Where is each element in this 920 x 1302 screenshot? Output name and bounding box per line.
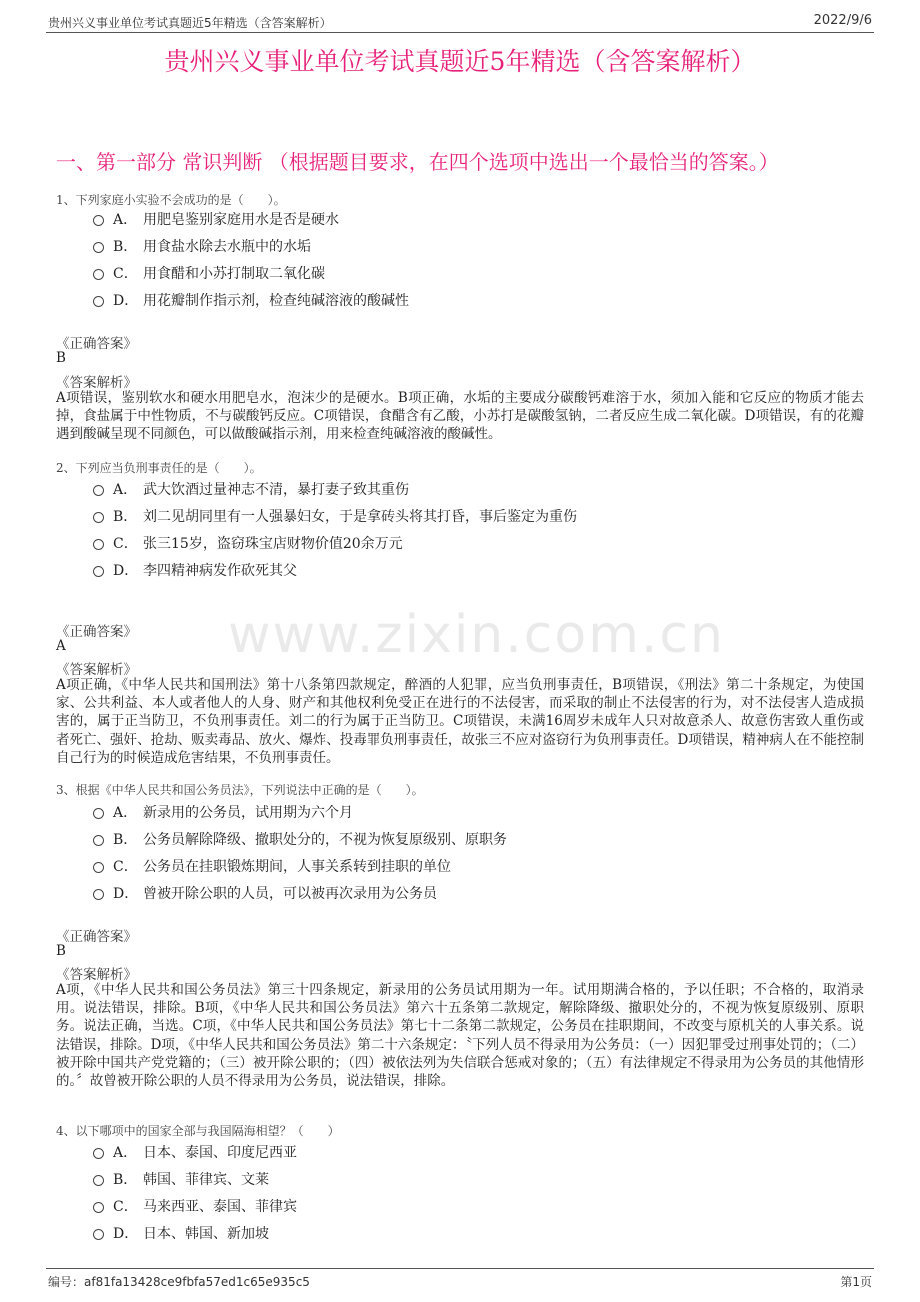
option-a[interactable]: A． 用肥皂鉴别家庭用水是否是硬水 xyxy=(93,209,339,229)
radio-icon[interactable] xyxy=(93,808,104,819)
radio-icon[interactable] xyxy=(93,296,104,307)
option-d[interactable]: D． 用花瓣制作指示剂，检查纯碱溶液的酸碱性 xyxy=(93,290,409,310)
radio-icon[interactable] xyxy=(93,539,104,550)
document-id: 编号：af81fa13428ce9fbfa57ed1c65e935c5 xyxy=(48,1275,310,1289)
option-a[interactable]: A． 武大饮酒过量神志不清，暴打妻子致其重伤 xyxy=(93,479,409,499)
explanation-text: A项错误，鉴别软水和硬水用肥皂水，泡沫少的是硬水。B项正确，水垢的主要成分碳酸钙难溶于水，须加入能和它反应的物质才能去掉，食盐属于中性物质，不与碳酸钙反应。C项错误，食醋含有乙酸，小苏打是碳酸氢钠，二者反应生成二氧化碳。D项错误，有的花瓣遇到酸碱呈现不同颜色，可以做酸碱指示剂，用来检查纯碱溶液的酸碱性。 xyxy=(56,390,864,443)
question-stem: 1、下列家庭小实验不会成功的是（ ）。 xyxy=(56,193,286,207)
radio-icon[interactable] xyxy=(93,566,104,577)
document-title: 贵州兴义事业单位考试真题近5年精选（含答案解析） xyxy=(164,47,756,76)
correct-answer-label: 《正确答案》 xyxy=(56,929,137,945)
radio-icon[interactable] xyxy=(93,889,104,900)
explanation-label: 《答案解析》 xyxy=(56,375,137,391)
page-number: 第1页 xyxy=(840,1275,872,1289)
radio-icon[interactable] xyxy=(93,242,104,253)
radio-icon[interactable] xyxy=(93,835,104,846)
question-stem: 2、下列应当负刑事责任的是（ ）。 xyxy=(56,461,262,475)
option-a[interactable]: A． 日本、泰国、印度尼西亚 xyxy=(93,1142,297,1162)
radio-icon[interactable] xyxy=(93,269,104,280)
option-b[interactable]: B． 韩国、菲律宾、文莱 xyxy=(93,1169,269,1189)
explanation-text: A项正确，《中华人民共和国刑法》第十八条第四款规定，醉酒的人犯罪，应当负刑事责任，B项错误，《刑法》第二十条规定，为使国家、公共利益、本人或者他人的人身、财产和其他权利免受正在进行的不法侵害，而采取的制止不法侵害的行为，对不法侵害人造成损害的，属于正当防卫，不负刑事责任。刘二的行为属于正当防卫。C项错误，未满16周岁未成年人只对故意杀人、故意伤害致人重伤或者死亡、强奸、抢劫、贩卖毒品、放火、爆炸、投毒罪负刑事责任，故张三不应对盗窃行为负刑事责任。D项错误，精神病人在不能控制自己行为的时候造成危害结果，不负刑事责任。 xyxy=(56,677,864,766)
option-d[interactable]: D． 日本、韩国、新加坡 xyxy=(93,1223,269,1243)
explanation-label: 《答案解析》 xyxy=(56,662,137,678)
explanation-text: A项，《中华人民共和国公务员法》第三十四条规定，新录用的公务员试用期为一年。试用期满合格的，予以任职；不合格的，取消录用。说法错误，排除。B项，《中华人民共和国公务员法》第六十五条第二款规定，解除降级、撤职处分的，不视为恢复原级别、原职务。说法正确，当选。C项，《中华人民共和国公务员法》第七十二条第二款规定，公务员在挂职期间，不改变与原机关的人事关系。说法错误，排除。D项，《中华人民共和国公务员法》第二十六条规定：〝下列人员不得录用为公务员：（一）因犯罪受过刑事处罚的；（二）被开除中国共产党党籍的；（三）被开除公职的；（四）被依法列为失信联合惩戒对象的；（五）有法律规定不得录用为公务员的其他情形的。〞故曾被开除公职的人员不得录用为公务员，说法错误，排除。 xyxy=(56,982,864,1090)
radio-icon[interactable] xyxy=(93,512,104,523)
radio-icon[interactable] xyxy=(93,485,104,496)
option-d[interactable]: D． 曾被开除公职的人员，可以被再次录用为公务员 xyxy=(93,883,437,903)
correct-answer: A xyxy=(56,638,66,654)
correct-answer-label: 《正确答案》 xyxy=(56,336,137,352)
question-stem: 3、根据《中华人民共和国公务员法》，下列说法中正确的是（ ）。 xyxy=(56,783,424,797)
option-c[interactable]: C． 张三15岁，盗窃珠宝店财物价值20余万元 xyxy=(93,533,403,553)
radio-icon[interactable] xyxy=(93,1229,104,1240)
radio-icon[interactable] xyxy=(93,1202,104,1213)
correct-answer: B xyxy=(56,943,66,959)
option-c[interactable]: C． 马来西亚、泰国、菲律宾 xyxy=(93,1196,297,1216)
option-b[interactable]: B． 公务员解除降级、撤职处分的，不视为恢复原级别、原职务 xyxy=(93,829,507,849)
option-b[interactable]: B． 用食盐水除去水瓶中的水垢 xyxy=(93,236,311,256)
option-d[interactable]: D． 李四精神病发作砍死其父 xyxy=(93,560,297,580)
radio-icon[interactable] xyxy=(93,1175,104,1186)
watermark: www.zixin.com.cn xyxy=(228,605,725,665)
page-header xyxy=(46,10,874,33)
option-c[interactable]: C． 公务员在挂职锻炼期间，人事关系转到挂职的单位 xyxy=(93,856,451,876)
correct-answer: B xyxy=(56,350,66,366)
correct-answer-label: 《正确答案》 xyxy=(56,624,137,640)
option-b[interactable]: B． 刘二见胡同里有一人强暴妇女，于是拿砖头将其打昏，事后鉴定为重伤 xyxy=(93,506,577,526)
radio-icon[interactable] xyxy=(93,215,104,226)
header-title: 贵州兴义事业单位考试真题近5年精选（含答案解析） xyxy=(48,16,332,30)
option-c[interactable]: C． 用食醋和小苏打制取二氧化碳 xyxy=(93,263,325,283)
page-footer xyxy=(46,1268,874,1289)
question-stem: 4、以下哪项中的国家全部与我国隔海相望？（ ） xyxy=(56,1124,340,1138)
explanation-label: 《答案解析》 xyxy=(56,967,137,983)
header-date: 2022/9/6 xyxy=(813,13,872,28)
section-heading: 一、第一部分 常识判断 （根据题目要求，在四个选项中选出一个最恰当的答案。） xyxy=(56,150,779,174)
option-a[interactable]: A． 新录用的公务员，试用期为六个月 xyxy=(93,802,353,822)
radio-icon[interactable] xyxy=(93,1148,104,1159)
radio-icon[interactable] xyxy=(93,862,104,873)
